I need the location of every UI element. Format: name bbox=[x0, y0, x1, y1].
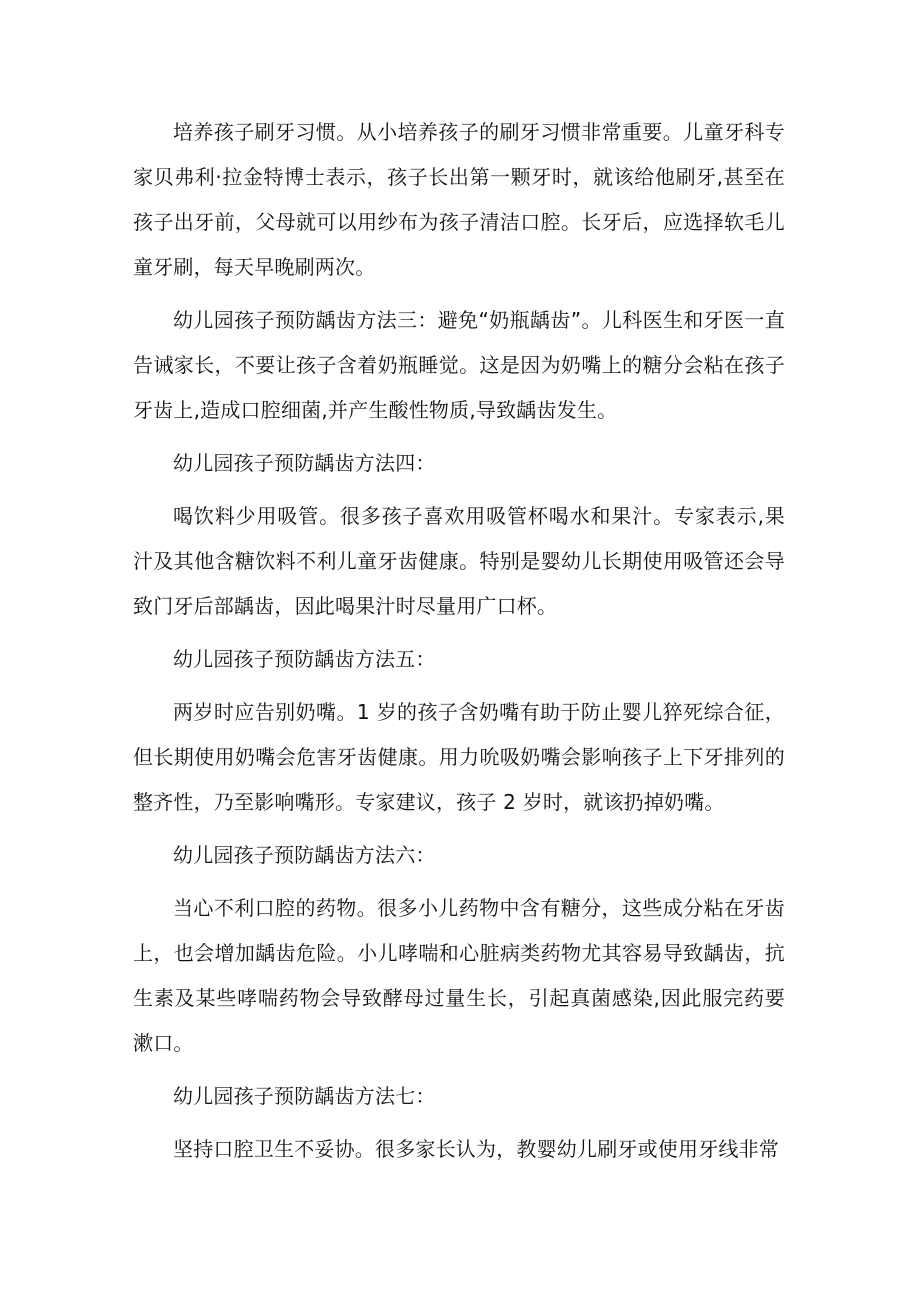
paragraph-pacifier: 两岁时应告别奶嘴。1 岁的孩子含奶嘴有助于防止婴儿猝死综合征，但长期使用奶嘴会危害牙齿健康。用力吮吸奶嘴会影响孩子上下牙排列的整齐性，乃至影响嘴形。专家建议，孩子 2 岁时，就该扔掉奶嘴。 bbox=[133, 700, 785, 814]
paragraph-oral-hygiene: 坚持口腔卫生不妥协。很多家长认为，教婴幼儿刷牙或使用牙线非常 bbox=[173, 1137, 779, 1161]
heading-method-six: 幼儿园孩子预防龋齿方法六： bbox=[173, 843, 436, 867]
paragraph-method-three: 幼儿园孩子预防龋齿方法三：避免“奶瓶龋齿”。儿科医生和牙医一直告诫家长，不要让孩子含着奶瓶睡觉。这是因为奶嘴上的糖分会粘在孩子牙齿上,造成口腔细菌,并产生酸性物质,导致龋齿发生。 bbox=[133, 308, 785, 422]
paragraph-straws: 喝饮料少用吸管。很多孩子喜欢用吸管杯喝水和果汁。专家表示,果汁及其他含糖饮料不利儿童牙齿健康。特别是婴幼儿长期使用吸管还会导致门牙后部龋齿，因此喝果汁时尽量用广口杯。 bbox=[133, 504, 785, 618]
heading-method-four: 幼儿园孩子预防龋齿方法四： bbox=[173, 451, 436, 475]
paragraph-medicine: 当心不利口腔的药物。很多小儿药物中含有糖分，这些成分粘在牙齿上，也会增加龋齿危险。小儿哮喘和心脏病类药物尤其容易导致龋齿，抗生素及某些哮喘药物会导致酵母过量生长，引起真菌感染,因此服完药要漱口。 bbox=[133, 896, 785, 1055]
paragraph-brushing-habit: 培养孩子刷牙习惯。从小培养孩子的刷牙习惯非常重要。儿童牙科专家贝弗利·拉金特博士表示，孩子长出第一颗牙时，就该给他刷牙,甚至在孩子出牙前，父母就可以用纱布为孩子清洁口腔。长牙后，应选择软毛儿童牙刷，每天早晚刷两次。 bbox=[133, 120, 785, 279]
document-body bbox=[133, 110, 785, 1172]
heading-method-seven: 幼儿园孩子预防龋齿方法七： bbox=[173, 1084, 436, 1108]
heading-method-five: 幼儿园孩子预防龋齿方法五： bbox=[173, 647, 436, 671]
